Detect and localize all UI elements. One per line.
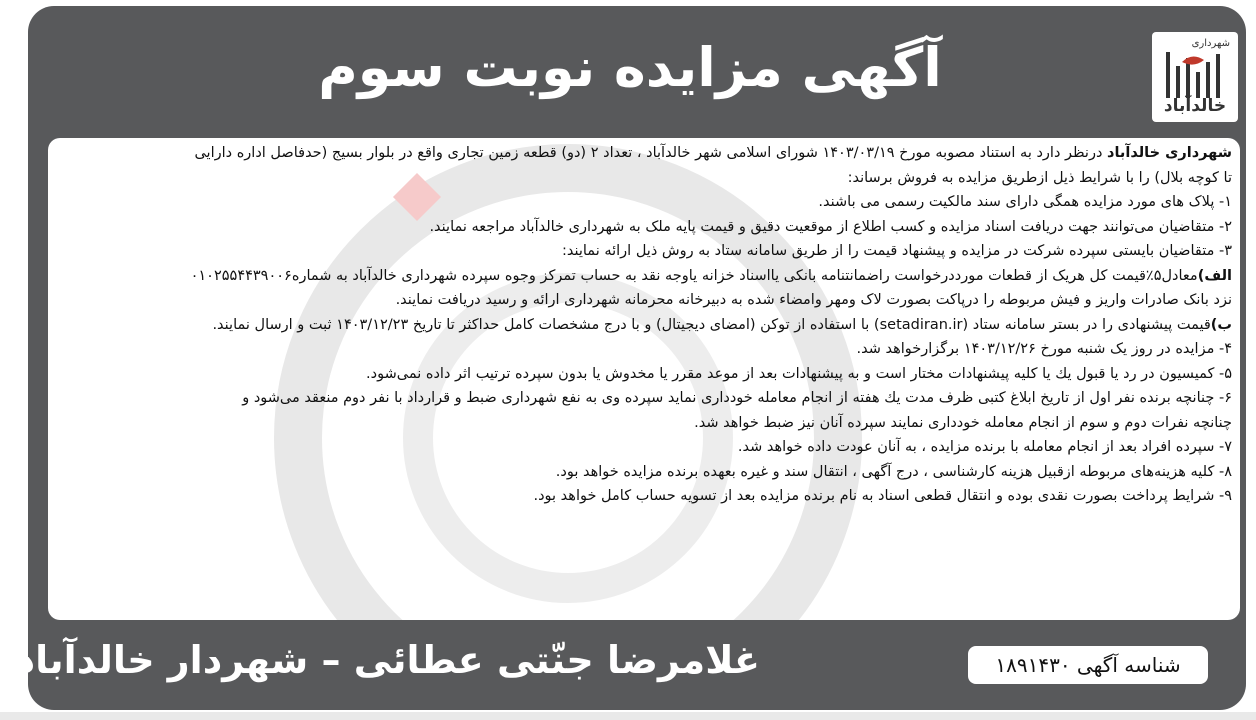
body-line bbox=[56, 166, 1232, 191]
body-line-text: ۶- چنانچه برنده نفر اول از تاریخ ابلاغ کتبی ظرف مدت یك هفته از انجام معامله خودداری نماید سپرده وی به نفع شهرداری ضبط و قرارداد با نفر دوم منعقد می‌شود و bbox=[242, 390, 1232, 406]
body-line bbox=[56, 484, 1232, 509]
body-line-text: ۸- کلیه هزینه‌های مربوطه ازقبیل هزینه کارشناسی ، درج آگهی ، انتقال سند و غیره بعهده برنده مزایده خواهد بود. bbox=[555, 463, 1232, 480]
body-line bbox=[56, 386, 1232, 411]
body-line-text: قیمت پیشنهادی را در بستر سامانه ستاد (setadiran.ir) با استفاده از توکن (امضای دیجیتال) و با درج مشخصات کامل حداکثر تا تاریخ ۱۴۰۳/۱۲/۲۳ ثبت و ارسال نمایند. bbox=[212, 316, 1211, 333]
ad-id-box: شناسه آگهی ۱۸۹۱۴۳۰ bbox=[968, 646, 1208, 684]
body-line bbox=[56, 337, 1232, 362]
body-line bbox=[56, 411, 1232, 436]
logo-small-text: شهرداری bbox=[1191, 38, 1230, 49]
body-line-text: معادل۵٪قیمت کل هریک از قطعات مورددرخواست راضمانتنامه بانکی یااسناد خزانه یاوجه نقد به حساب تمرکز وجوه سپرده شهرداری خالدآباد به شماره۰۱۰۲۵۵۴۴۳۹۰۰۶ bbox=[190, 267, 1198, 284]
body-line-text: ۳- متقاضیان بایستی سپرده شرکت در مزایده و پیشنهاد قیمت را از طریق سامانه ستاد به روش ذیل ارائه نمایند: bbox=[561, 243, 1232, 259]
body-line-bold: الف) bbox=[1197, 267, 1232, 284]
body-line-text: درنظر دارد به استناد مصوبه مورخ ۱۴۰۳/۰۳/۱۹ شورای اسلامی شهر خالدآباد ، تعداد ۲ (دو) قطعه زمین تجاری واقع در بلوار بسیج (حدفاصل اداره دارایی bbox=[194, 145, 1108, 161]
body-line-text: چنانچه نفرات دوم و سوم از انجام معامله خودداری نمایند سپرده آنان نیز ضبط خواهد شد. bbox=[694, 414, 1232, 431]
body-line bbox=[56, 141, 1232, 166]
body-line-text: ۲- متقاضیان می‌توانند جهت دریافت اسناد مزایده و کسب اطلاع از موقعیت دقیق و قیمت پایه ملک به شهرداری خالدآباد مراجعه نمایند. bbox=[429, 218, 1232, 235]
body-line-bold: شهرداری خالدآباد bbox=[1107, 145, 1232, 161]
body-line bbox=[56, 313, 1232, 338]
body-line-bold: ب) bbox=[1210, 316, 1232, 333]
bottom-strip bbox=[0, 712, 1256, 720]
body-line-text: نزد بانک صادرات واریز و فیش مربوطه را درپاکت بصورت لاک ومهر وامضاء شده به دبیرخانه محرمانه شهرداری ارائه و رسید دریافت نمایند. bbox=[395, 292, 1232, 308]
ad-body-panel bbox=[48, 138, 1240, 620]
body-line bbox=[56, 190, 1232, 215]
body-line bbox=[56, 362, 1232, 387]
body-line bbox=[56, 460, 1232, 485]
body-line bbox=[56, 435, 1232, 460]
ad-title: آگهی مزایده نوبت سوم bbox=[318, 36, 942, 99]
body-line bbox=[56, 288, 1232, 313]
body-line-text: ۱- پلاک های مورد مزایده همگی دارای سند مالکیت رسمی می باشند. bbox=[818, 194, 1232, 210]
body-line-text: ۴- مزایده در روز یک شنبه مورخ ۱۴۰۳/۱۲/۲۶ برگزارخواهد شد. bbox=[856, 341, 1232, 357]
signature: غلامرضا جنّتی عطائی – شهردار خالدآباد bbox=[15, 638, 760, 682]
body-line bbox=[56, 239, 1232, 264]
body-line bbox=[56, 264, 1232, 289]
body-line bbox=[56, 215, 1232, 240]
body-line-text: ۵- کمیسیون در رد یا قبول یك یا کلیه پیشنهادات مختار است و به پیشنهادات بعد از موعد مقرر یا مخدوش یا بدون سپرده ترتیب اثر داده نمی‌شود. bbox=[366, 365, 1232, 382]
body-line-text: تا کوچه بلال) را با شرایط ذیل ازطریق مزایده به فروش برساند: bbox=[847, 169, 1232, 186]
municipality-logo bbox=[1152, 32, 1238, 122]
logo-name: خالدآباد bbox=[1163, 96, 1227, 116]
body-line-text: ۹- شرایط پرداخت بصورت نقدی بوده و انتقال قطعی اسناد به نام برنده مزایده بعد از تسویه حساب کامل خواهد بود. bbox=[533, 488, 1232, 504]
body-line-text: ۷- سپرده افراد بعد از انجام معامله با برنده مزایده ، به آنان عودت داده خواهد شد. bbox=[737, 439, 1232, 455]
ad-body-text bbox=[48, 138, 1240, 509]
